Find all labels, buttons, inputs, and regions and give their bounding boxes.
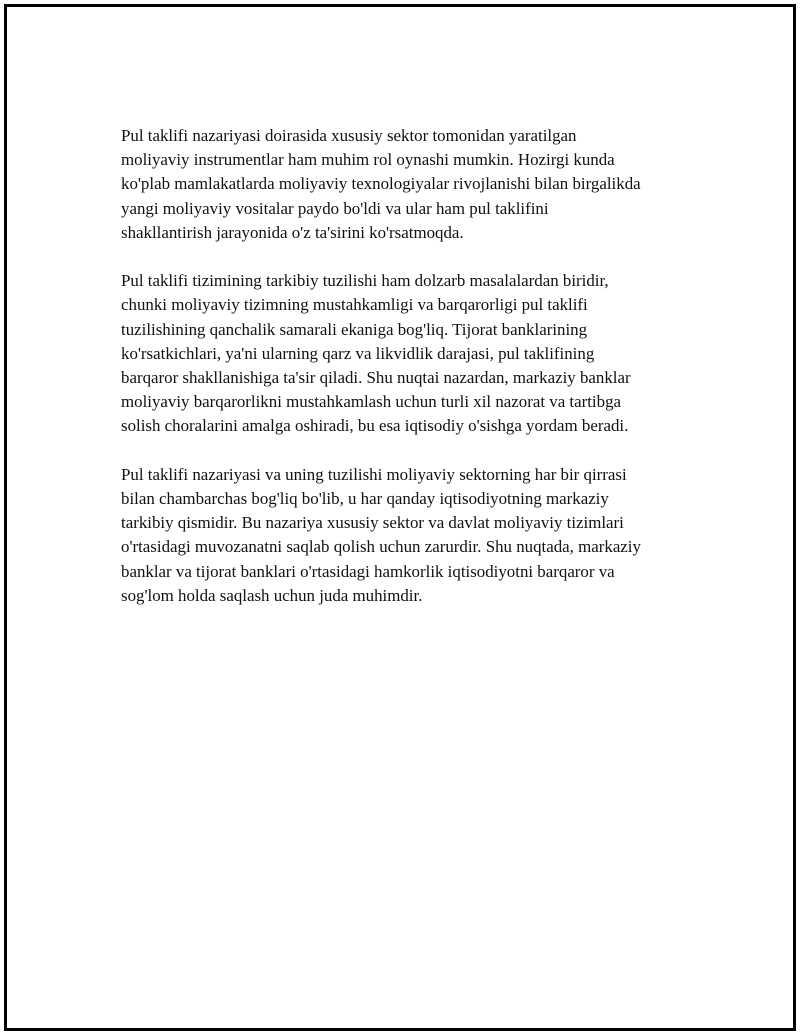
text-line: Pul taklifi nazariyasi va uning tuzilishi moliyaviy sektorning har bir qirrasi: [121, 464, 627, 484]
text-line: chunki moliyaviy tizimning mustahkamligi va barqarorligi pul taklifi: [121, 295, 588, 315]
text-line: bilan chambarchas bog'liq bo'lib, u har qanday iqtisodiyotning markaziy: [121, 489, 609, 509]
text-line: barqaror shakllanishiga ta'sir qiladi. Shu nuqtai nazardan, markaziy banklar: [121, 368, 631, 388]
text-line: moliyaviy barqarorlikni mustahkamlash uchun turli xil nazorat va tartibga: [121, 392, 622, 412]
text-line: banklar va tijorat banklari o'rtasidagi hamkorlik iqtisodiyotni barqaror va: [121, 561, 615, 581]
text-line: sog'lom holda saqlash uchun juda muhimdir.: [121, 585, 423, 605]
paragraph-2: [121, 269, 701, 438]
text-line: yangi moliyaviy vositalar paydo bo'ldi va ular ham pul taklifini: [121, 198, 549, 218]
text-line: Pul taklifi nazariyasi doirasida xususiy sektor tomonidan yaratilgan: [121, 126, 577, 145]
text-line: tuzilishining qanchalik samarali ekaniga bog'liq. Tijorat banklarining: [121, 319, 588, 339]
text-line: Pul taklifi tizimining tarkibiy tuzilishi ham dolzarb masalalardan biridir,: [121, 271, 609, 291]
text-line: solish choralarini amalga oshiradi, bu esa iqtisodiy o'sishga yordam beradi.: [121, 416, 629, 436]
text-line: moliyaviy instrumentlar ham muhim rol oynashi mumkin. Hozirgi kunda: [121, 150, 615, 170]
text-line: ko'plab mamlakatlarda moliyaviy texnologiyalar rivojlanishi bilan birgalikda: [121, 174, 641, 194]
document-body: [121, 124, 701, 632]
text-line: o'rtasidagi muvozanatni saqlab qolish uchun zarurdir. Shu nuqtada, markaziy: [121, 537, 641, 557]
paragraph-1: [121, 124, 701, 245]
text-line: shakllantirish jarayonida o'z ta'sirini ko'rsatmoqda.: [121, 222, 464, 242]
text-line: ko'rsatkichlari, ya'ni ularning qarz va likvidlik darajasi, pul taklifining: [121, 343, 595, 363]
paragraph-3: [121, 463, 701, 608]
page-frame: [4, 4, 796, 1031]
text-line: tarkibiy qismidir. Bu nazariya xususiy sektor va davlat moliyaviy tizimlari: [121, 513, 624, 533]
